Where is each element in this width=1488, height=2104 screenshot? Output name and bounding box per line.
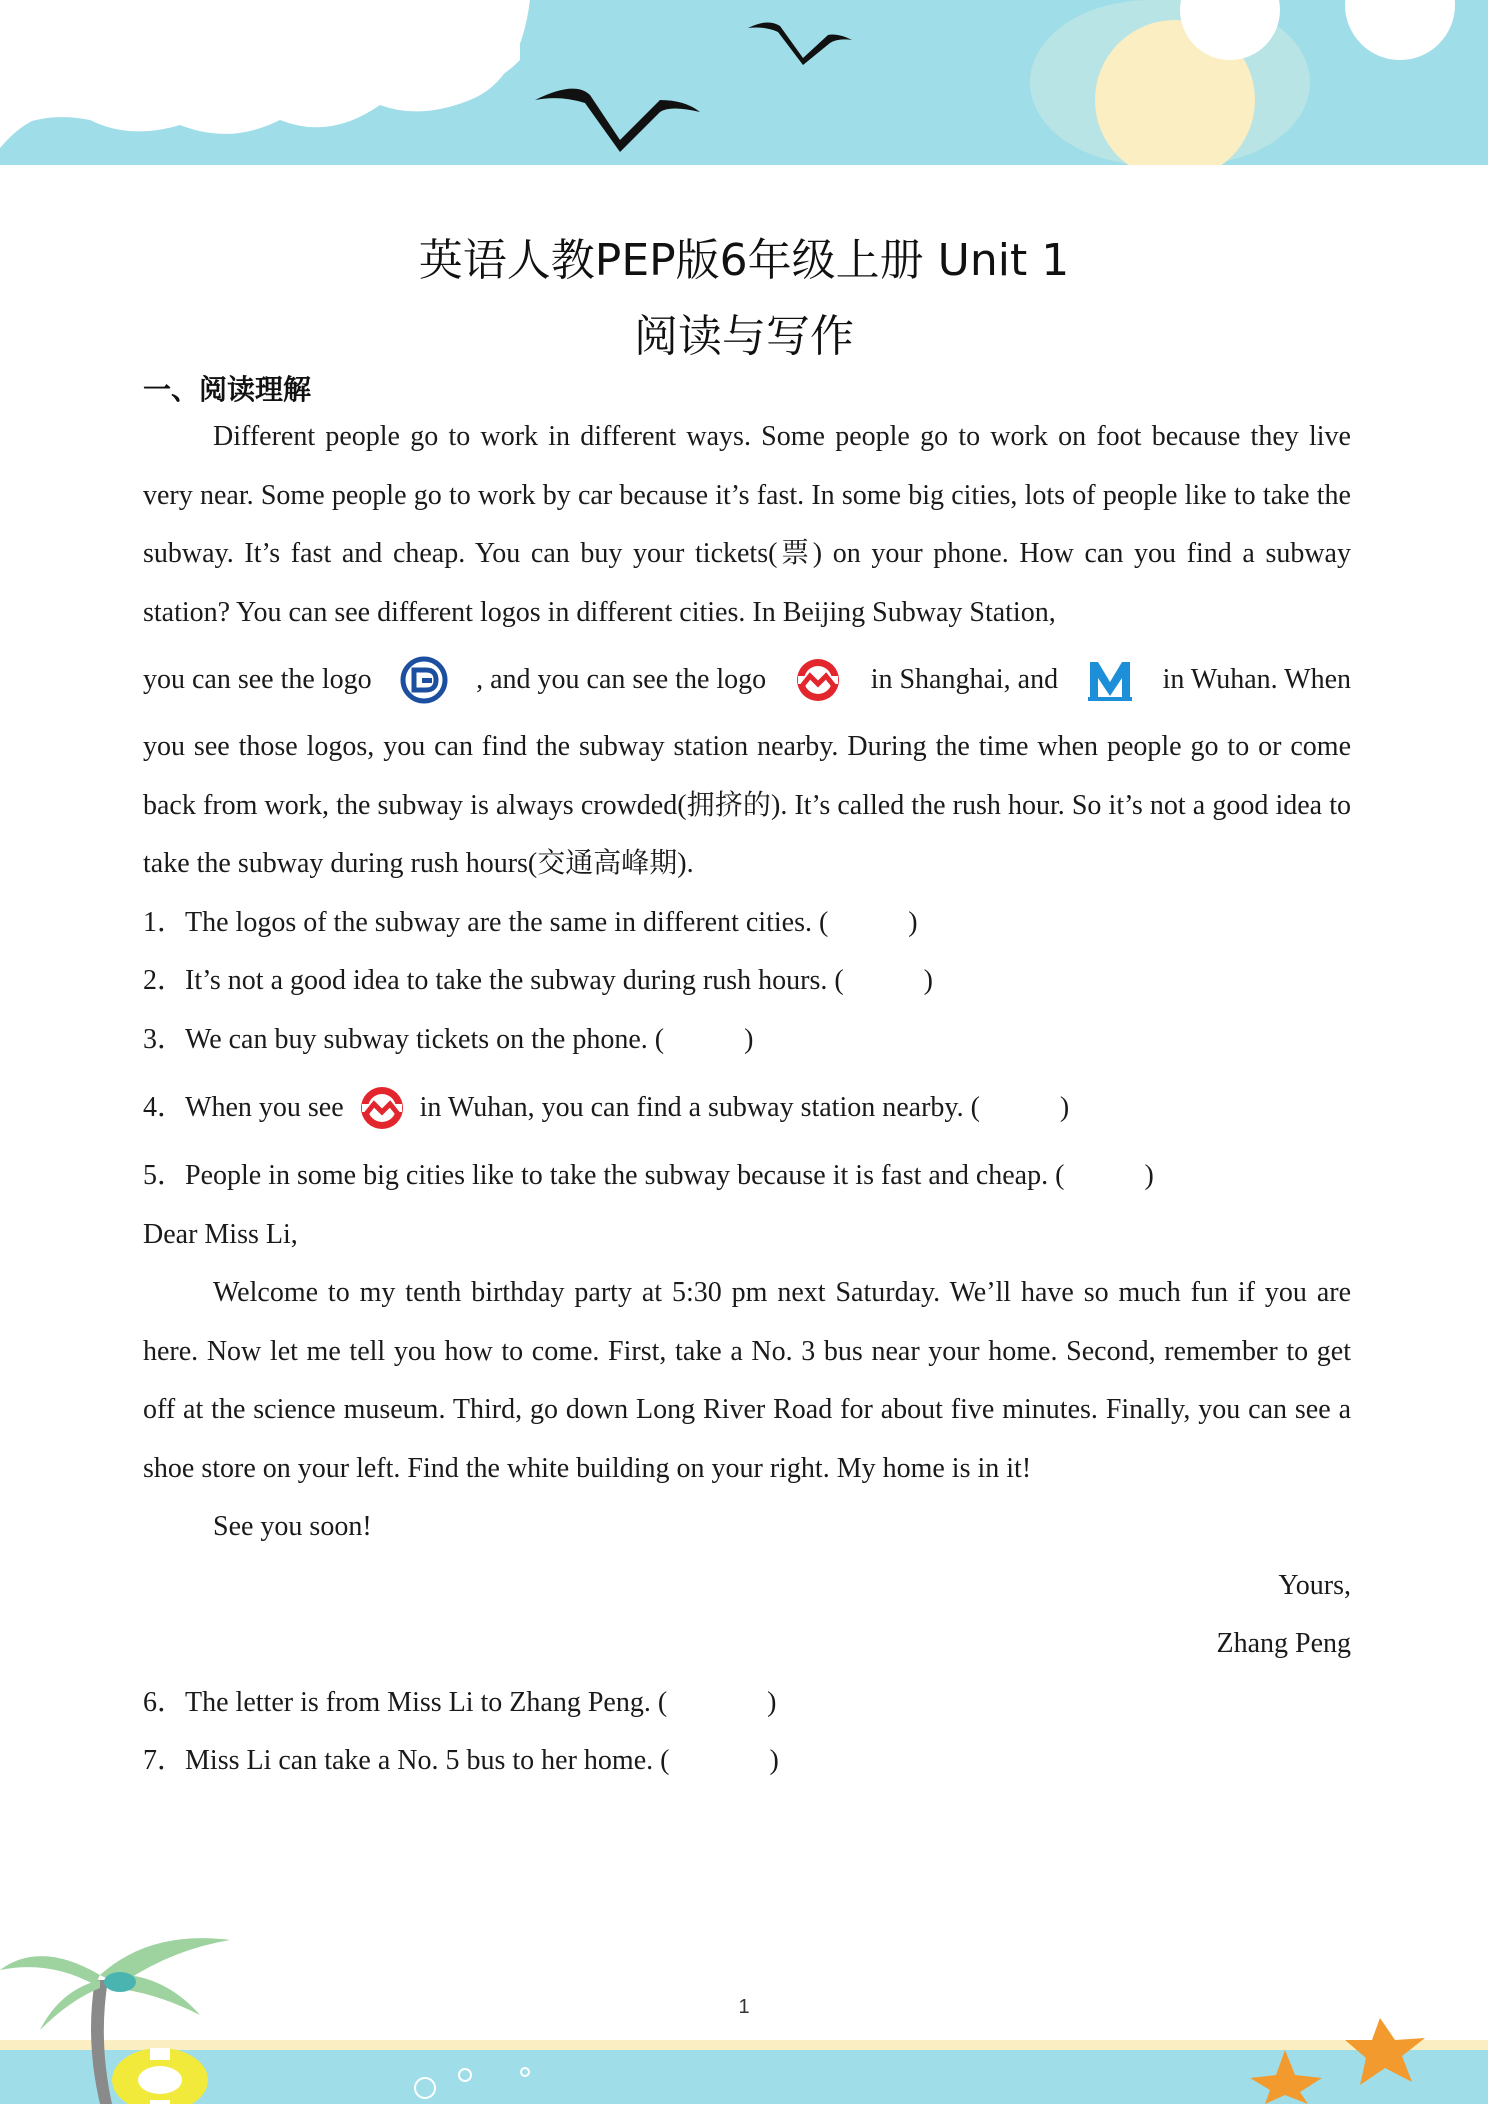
logo-line-text-2: , and you can see the logo — [476, 664, 767, 695]
letter-closing: See you soon! — [213, 1511, 372, 1542]
question-4: 4． When you see in Wuhan, you can find a subway station nearby. ( ) — [143, 1069, 1351, 1147]
document-subtitle: 阅读与写作 — [634, 311, 854, 362]
beijing-subway-logo — [400, 656, 448, 704]
question-6: 6．The letter is from Miss Li to Zhang Peng. ( ) — [143, 1686, 777, 1718]
passage-paragraph-part2: you see those logos, you can find the subway station nearby. During the time when people go to or come back from work, the subway is always crowded(拥挤的). It’s called the rush hour. So it’s not a good idea to take the subway during rush hours(交通高峰期). — [143, 731, 1351, 879]
document-title: 英语人教PEP版6年级上册 Unit 1 — [418, 235, 1070, 286]
footer-decoration — [0, 1930, 1488, 2104]
section-heading: 一、阅读理解 — [143, 373, 312, 406]
letter-signoff: Yours, — [1278, 1569, 1351, 1601]
logo-line-text-3: in Shanghai, and — [870, 664, 1059, 695]
shanghai-metro-logo — [358, 1084, 406, 1132]
question-1: 1．The logos of the subway are the same in different cities. ( ) — [143, 906, 918, 938]
wuhan-metro-logo — [1086, 656, 1134, 704]
logo-line-text-1: you can see the logo — [143, 664, 372, 695]
letter-body: Welcome to my tenth birthday party at 5:30 pm next Saturday. We’ll have so much fun if you are here. Now let me tell you how to come. First, take a No. 3 bus near your home. Second, remember to get off at the science museum. Third, go down Long River Road for about five minutes. Finally, you can see a shoe store on your left. Find the white building on your right. My home is in it! — [143, 1277, 1351, 1484]
question-2: 2．It’s not a good idea to take the subway during rush hours. ( ) — [143, 965, 933, 996]
letter-signature: Zhang Peng — [1216, 1628, 1351, 1659]
document-body — [143, 408, 1351, 1791]
logo-line-text-4: in Wuhan. When — [1162, 664, 1351, 695]
letter-greeting: Dear Miss Li, — [143, 1218, 298, 1250]
question-3: 3．We can buy subway tickets on the phone. ( ) — [143, 1023, 754, 1055]
page-number: 1 — [738, 1996, 750, 2018]
passage-paragraph-part1: Different people go to work in different ways. Some people go to work on foot because they live very near. Some people go to work by car because it’s fast. In some big cities, lots of people like to take the subway. It’s fast and cheap. You can buy your tickets(票) on your phone. How can you find a subway station? You can see different logos in different cities. In Beijing Subway Station, — [143, 421, 1351, 628]
question-7: 7．Miss Li can take a No. 5 bus to her home. ( ) — [143, 1745, 779, 1776]
shanghai-metro-logo — [794, 656, 842, 704]
question-5: 5．People in some big cities like to take the subway because it is fast and cheap. ( ) — [143, 1160, 1154, 1191]
passage-logo-line — [143, 642, 1351, 718]
header-decoration — [0, 0, 1488, 170]
